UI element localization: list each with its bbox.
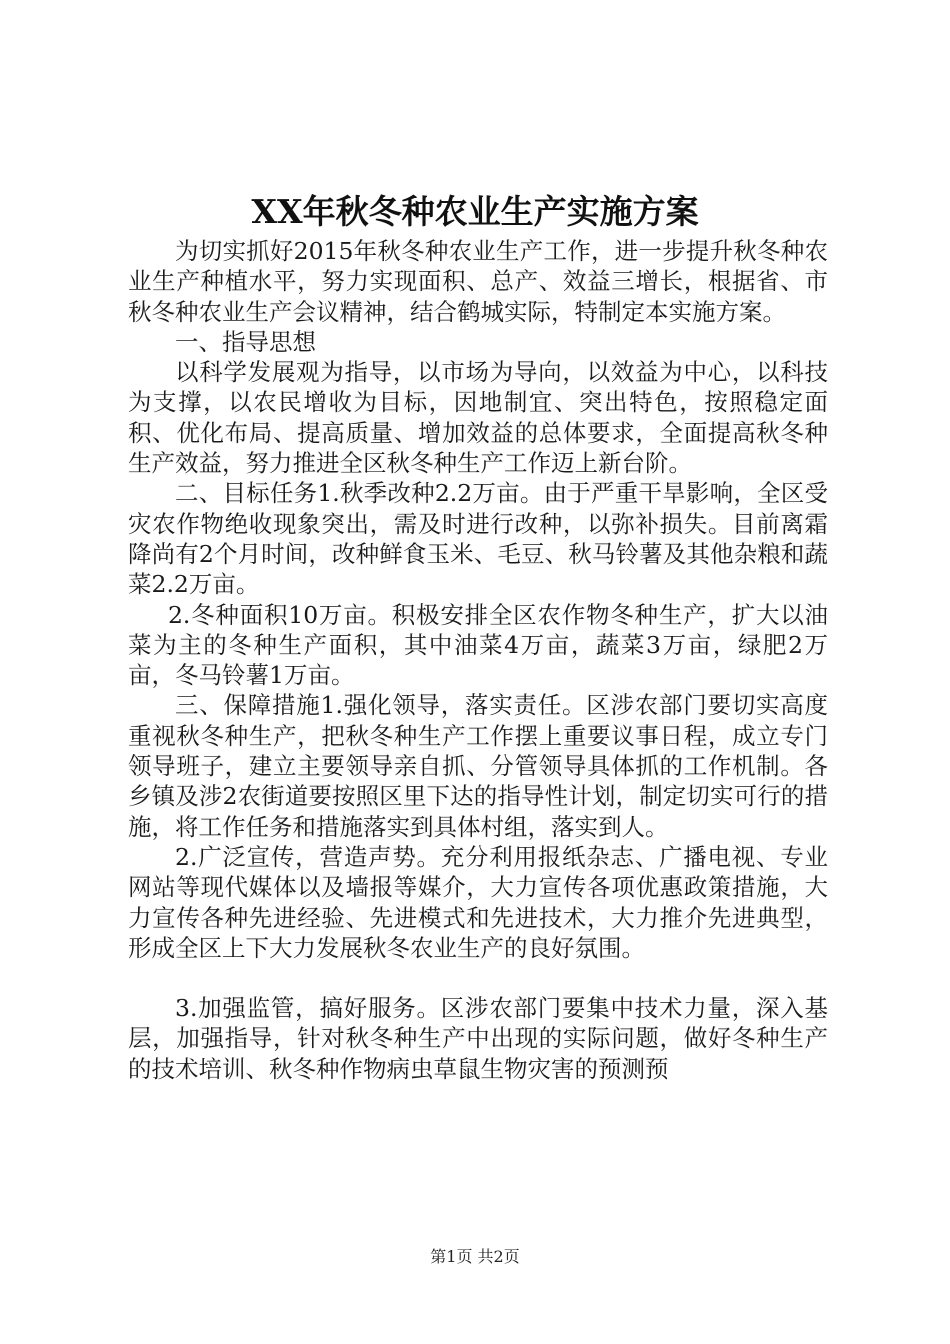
- paragraph-intro: 为切实抓好2015年秋冬种农业生产工作，进一步提升秋冬种农业生产种植水平，努力实现面积、总产、效益三增长，根据省、市秋冬种农业生产会议精神，结合鹤城实际，特制定本实施方案。: [128, 237, 828, 326]
- paragraph-targets: 二、目标任务1.秋季改种2.2万亩。由于严重干旱影响，全区受灾农作物绝收现象突出，需及时进行改种，以弥补损失。目前离霜降尚有2个月时间，改种鲜食玉米、毛豆、秋马铃薯及其他杂粮和蔬菜2.2万亩。: [128, 479, 828, 599]
- heading-guiding-ideology: 一、指导思想: [175, 327, 316, 356]
- paragraph-guiding-ideology: 以科学发展观为指导，以市场为导向，以效益为中心，以科技为支撑，以农民增收为目标，因地制宜、突出特色，按照稳定面积、优化布局、提高质量、增加效益的总体要求，全面提高秋冬种生产效益，努力推进全区秋冬种生产工作迈上新台阶。: [128, 358, 828, 478]
- document-body: [128, 236, 828, 1084]
- paragraph-safeguards: 三、保障措施1.强化领导，落实责任。区涉农部门要切实高度重视秋冬种生产，把秋冬种生产工作摆上重要议事日程，成立专门领导班子，建立主要领导亲自抓、分管领导具体抓的工作机制。各乡镇及涉2农街道要按照区里下达的指导性计划，制定切实可行的措施，将工作任务和措施落实到具体村组，落实到人。: [128, 691, 828, 841]
- paragraph-publicity: 2.广泛宣传，营造声势。充分利用报纸杂志、广播电视、专业网站等现代媒体以及墙报等媒介，大力宣传各项优惠政策措施，大力宣传各种先进经验、先进模式和先进技术，大力推介先进典型，形成全区上下大力发展秋冬农业生产的良好氛围。: [128, 842, 828, 962]
- paragraph-winter-planting: 2.冬种面积10万亩。积极安排全区农作物冬种生产，扩大以油菜为主的冬种生产面积，其中油菜4万亩，蔬菜3万亩，绿肥2万亩，冬马铃薯1万亩。: [128, 600, 828, 690]
- paragraph-supervision: 3.加强监管，搞好服务。区涉农部门要集中技术力量，深入基层，加强指导，针对秋冬种生产中出现的实际问题，做好冬种生产的技术培训、秋冬种作物病虫草鼠生物灾害的预测预: [128, 994, 828, 1083]
- document-title: XX年秋冬种农业生产实施方案: [251, 192, 699, 231]
- page-footer: 第1页 共2页: [430, 1247, 520, 1266]
